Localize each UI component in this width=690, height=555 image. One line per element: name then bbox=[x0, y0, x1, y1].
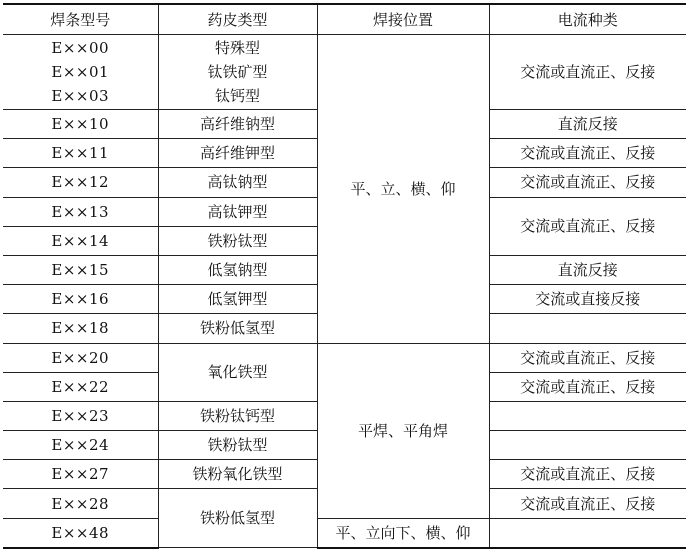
model-code: E××14 bbox=[3, 226, 158, 255]
current-cell: 交流或直流正、反接 bbox=[489, 372, 686, 401]
coating-type: 钛铁矿型 bbox=[207, 63, 268, 81]
header-model: 焊条型号 bbox=[3, 4, 158, 35]
coating-type: 铁粉低氢型 bbox=[158, 314, 317, 343]
header-coating: 药皮类型 bbox=[158, 4, 317, 35]
coating-type: 铁粉低氢型 bbox=[158, 489, 317, 548]
current-cell: 交流或直流正、反接 bbox=[489, 168, 686, 197]
model-code: E××13 bbox=[3, 197, 158, 226]
coating-type: 铁粉钛型 bbox=[158, 226, 317, 255]
current-cell: 交流或直流正、反接 bbox=[489, 35, 686, 110]
model-code: E××27 bbox=[3, 460, 158, 489]
model-code: E××16 bbox=[3, 285, 158, 314]
coating-type: 高纤维钠型 bbox=[158, 110, 317, 139]
model-code: E××22 bbox=[3, 372, 158, 401]
current-cell: 交流或直流正、反接 bbox=[489, 197, 686, 255]
position-cell: 平、立向下、横、仰 bbox=[317, 518, 489, 548]
model-code: E××12 bbox=[3, 168, 158, 197]
coating-type: 铁粉氧化铁型 bbox=[158, 460, 317, 489]
coating-cell bbox=[158, 35, 317, 110]
coating-type: 低氢钾型 bbox=[158, 285, 317, 314]
welding-rod-table bbox=[3, 3, 686, 549]
current-cell bbox=[489, 431, 686, 460]
current-cell bbox=[489, 401, 686, 430]
model-code: E××48 bbox=[3, 518, 158, 548]
coating-type: 铁粉钛型 bbox=[158, 431, 317, 460]
current-cell bbox=[489, 314, 686, 343]
coating-type: 高钛钾型 bbox=[158, 197, 317, 226]
coating-type: 铁粉钛钙型 bbox=[158, 401, 317, 430]
model-code: E××24 bbox=[3, 431, 158, 460]
coating-type: 高钛钠型 bbox=[158, 168, 317, 197]
model-code: E××10 bbox=[3, 110, 158, 139]
model-code: E××03 bbox=[51, 87, 110, 105]
model-code: E××23 bbox=[3, 401, 158, 430]
current-cell: 交流或直流正、反接 bbox=[489, 489, 686, 518]
position-cell: 平焊、平角焊 bbox=[317, 343, 489, 518]
coating-type: 特殊型 bbox=[214, 39, 260, 57]
current-cell: 直流反接 bbox=[489, 110, 686, 139]
model-code: E××15 bbox=[3, 255, 158, 284]
current-cell: 交流或直流正、反接 bbox=[489, 460, 686, 489]
header-row bbox=[3, 4, 686, 35]
current-cell: 交流或直流正、反接 bbox=[489, 139, 686, 168]
current-cell: 交流或直接反接 bbox=[489, 285, 686, 314]
welding-rod-table-container bbox=[3, 3, 686, 549]
model-code: E××28 bbox=[3, 489, 158, 518]
table-row bbox=[3, 518, 686, 548]
model-cell bbox=[3, 35, 158, 110]
table-row bbox=[3, 35, 686, 110]
coating-type: 低氢钠型 bbox=[158, 255, 317, 284]
coating-type: 钛钙型 bbox=[214, 87, 260, 105]
current-cell bbox=[489, 518, 686, 548]
model-code: E××20 bbox=[3, 343, 158, 372]
coating-type: 高纤维钾型 bbox=[158, 139, 317, 168]
current-cell: 交流或直流正、反接 bbox=[489, 343, 686, 372]
current-cell: 直流反接 bbox=[489, 255, 686, 284]
model-code: E××00 bbox=[51, 39, 110, 57]
table-row bbox=[3, 343, 686, 372]
model-code: E××11 bbox=[3, 139, 158, 168]
header-current: 电流种类 bbox=[489, 4, 686, 35]
coating-type: 氧化铁型 bbox=[158, 343, 317, 401]
model-code: E××01 bbox=[51, 63, 110, 81]
position-cell: 平、立、横、仰 bbox=[317, 35, 489, 344]
model-code: E××18 bbox=[3, 314, 158, 343]
header-position: 焊接位置 bbox=[317, 4, 489, 35]
